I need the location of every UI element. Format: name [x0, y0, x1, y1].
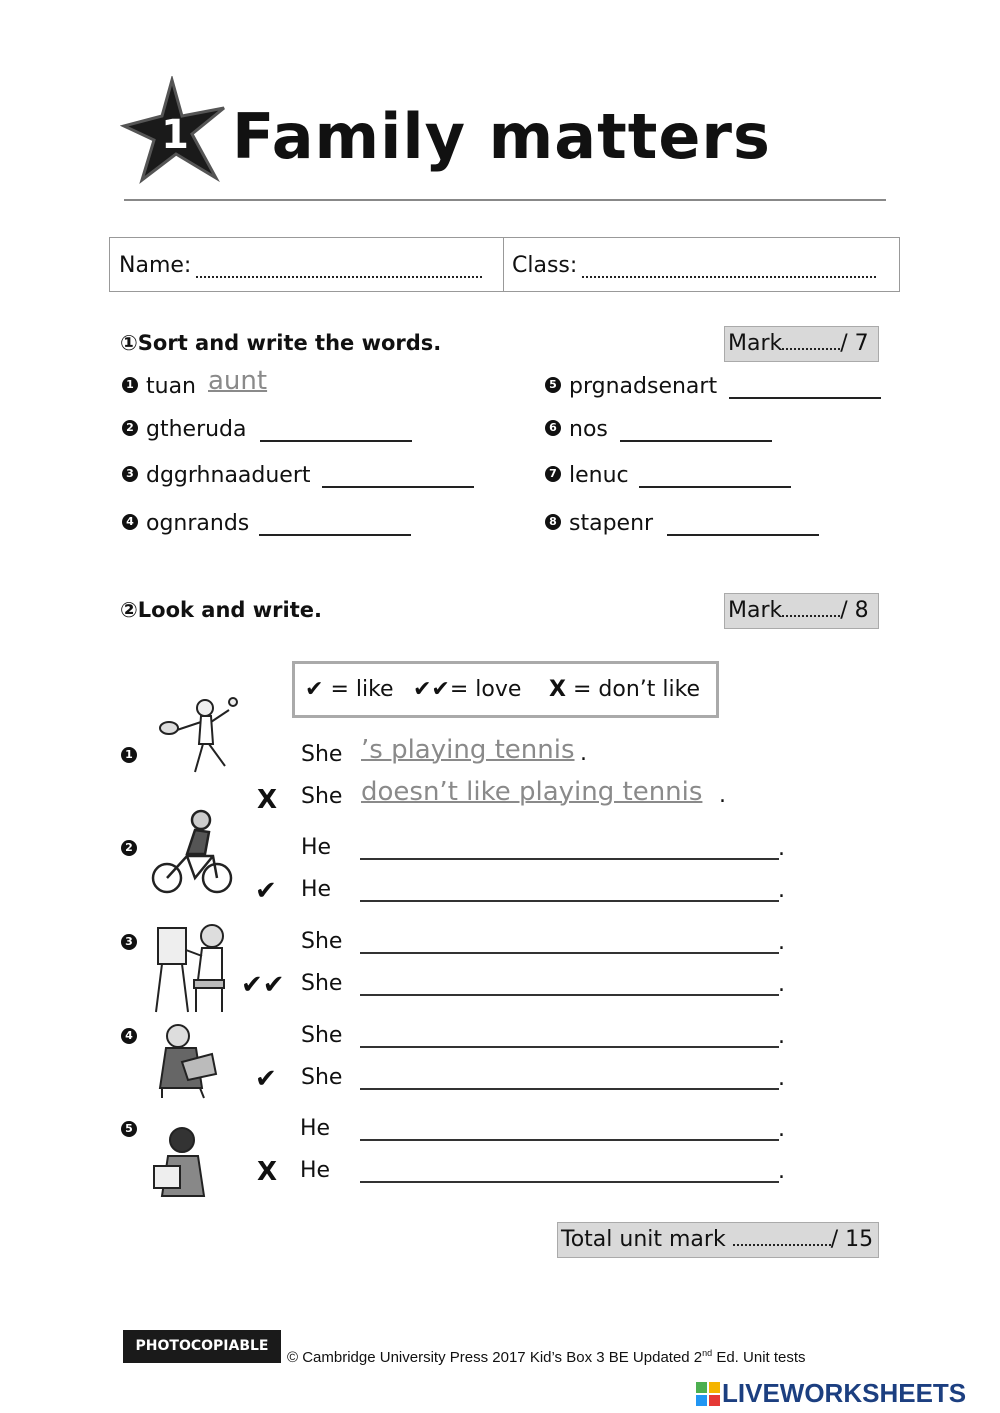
section2-mark-box: Mark / 8	[724, 593, 879, 629]
dislike-marker: X	[257, 785, 278, 815]
dislike-marker: X	[257, 1157, 278, 1187]
girl-playing-tennis-illustration	[155, 694, 240, 784]
sentence-answer[interactable]: ’s playing tennis	[361, 735, 575, 765]
section1-mark-box: Mark / 7	[724, 326, 879, 362]
section1-title: ①Sort and write the words.	[120, 331, 442, 355]
item-number: 4	[121, 1028, 137, 1044]
class-field[interactable]	[582, 276, 876, 278]
sentence-subject: He	[301, 877, 332, 902]
item-number: 6	[545, 420, 561, 436]
total-mark-box: Total unit mark / 15	[557, 1222, 879, 1258]
sentence-subject: She	[301, 1023, 343, 1048]
unit-star-badge	[120, 76, 230, 186]
photocopiable-badge: PHOTOCOPIABLE	[123, 1330, 281, 1363]
boy-riding-bike-illustration	[151, 806, 236, 898]
sentence-answer-line[interactable]	[360, 1088, 779, 1090]
item-number: 4	[122, 514, 138, 530]
word-answer-line[interactable]	[260, 440, 412, 442]
sentence-answer[interactable]: doesn’t like playing tennis	[361, 777, 703, 807]
word-item: 6 nos	[545, 417, 608, 442]
sentence-subject: She	[301, 971, 343, 996]
word-item: 4 ognrands	[122, 511, 249, 536]
word-item: 2 gtheruda	[122, 417, 247, 442]
legend-box: ✔ = like ✔✔= love X = don’t like	[292, 661, 719, 718]
word-answer-line[interactable]	[729, 397, 881, 399]
sentence-answer-line[interactable]	[360, 1181, 779, 1183]
total-mark-field[interactable]	[733, 1244, 831, 1246]
liveworksheets-brand[interactable]: LIVEWORKSHEETS	[722, 1378, 967, 1408]
word-answer-line[interactable]	[667, 534, 819, 536]
item-number: 5	[545, 377, 561, 393]
word-answer[interactable]: aunt	[208, 366, 268, 396]
girl-painting-illustration	[152, 916, 232, 1016]
item-number: 7	[545, 466, 561, 482]
sentence-subject: He	[301, 835, 332, 860]
woman-reading-illustration	[152, 1018, 227, 1100]
sentence-answer-line[interactable]	[360, 1046, 779, 1048]
word-item: 5 prgnadsenart	[545, 374, 717, 399]
word-item: 7 lenuc	[545, 463, 629, 488]
sentence-answer-line[interactable]	[360, 994, 779, 996]
item-number: 1	[121, 747, 137, 763]
copyright-notice: © Cambridge University Press 2017 Kid’s Box 3 BE Updated 2nd Ed. Unit tests	[287, 1348, 806, 1366]
sentence-subject: She	[301, 784, 343, 809]
item-number: 3	[121, 934, 137, 950]
word-answer-line[interactable]	[639, 486, 791, 488]
love-marker: ✔✔	[241, 970, 285, 1000]
word-answer-line[interactable]	[322, 486, 474, 488]
sentence-subject: He	[300, 1116, 331, 1141]
sentence-subject: She	[301, 742, 343, 767]
liveworksheets-logo-icon	[696, 1382, 720, 1406]
name-label: Name:	[119, 253, 192, 278]
item-number: 5	[121, 1121, 137, 1137]
word-item: 8 stapenr	[545, 511, 653, 536]
sentence-answer-line[interactable]	[360, 858, 779, 860]
word-item: 3 dggrhnaaduert	[122, 463, 311, 488]
item-number: 2	[121, 840, 137, 856]
like-marker: ✔	[255, 1064, 277, 1094]
sentence-answer-line[interactable]	[360, 1139, 779, 1141]
student-info-box	[109, 237, 900, 292]
section2-title: ②Look and write.	[120, 598, 322, 622]
word-answer-line[interactable]	[259, 534, 411, 536]
sentence-subject: She	[301, 1065, 343, 1090]
section2-mark-field[interactable]	[782, 615, 840, 617]
check-icon: ✔	[305, 677, 324, 702]
word-answer-line[interactable]	[620, 440, 772, 442]
sentence-answer-line[interactable]	[360, 952, 779, 954]
sentence-subject: He	[300, 1158, 331, 1183]
header-divider	[124, 199, 886, 201]
word-item: 1 tuan	[122, 374, 196, 399]
cross-icon: X	[549, 677, 566, 702]
sentence-subject: She	[301, 929, 343, 954]
name-field[interactable]	[196, 276, 482, 278]
unit-number: 1	[161, 112, 189, 158]
item-number: 8	[545, 514, 561, 530]
item-number: 2	[122, 420, 138, 436]
boy-singing-illustration	[150, 1120, 212, 1198]
item-number: 1	[122, 377, 138, 393]
like-marker: ✔	[255, 876, 277, 906]
section1-mark-field[interactable]	[782, 348, 840, 350]
page-title: Family matters	[232, 100, 771, 173]
class-label: Class:	[512, 253, 578, 278]
double-check-icon: ✔✔	[413, 677, 450, 702]
item-number: 3	[122, 466, 138, 482]
sentence-answer-line[interactable]	[360, 900, 779, 902]
